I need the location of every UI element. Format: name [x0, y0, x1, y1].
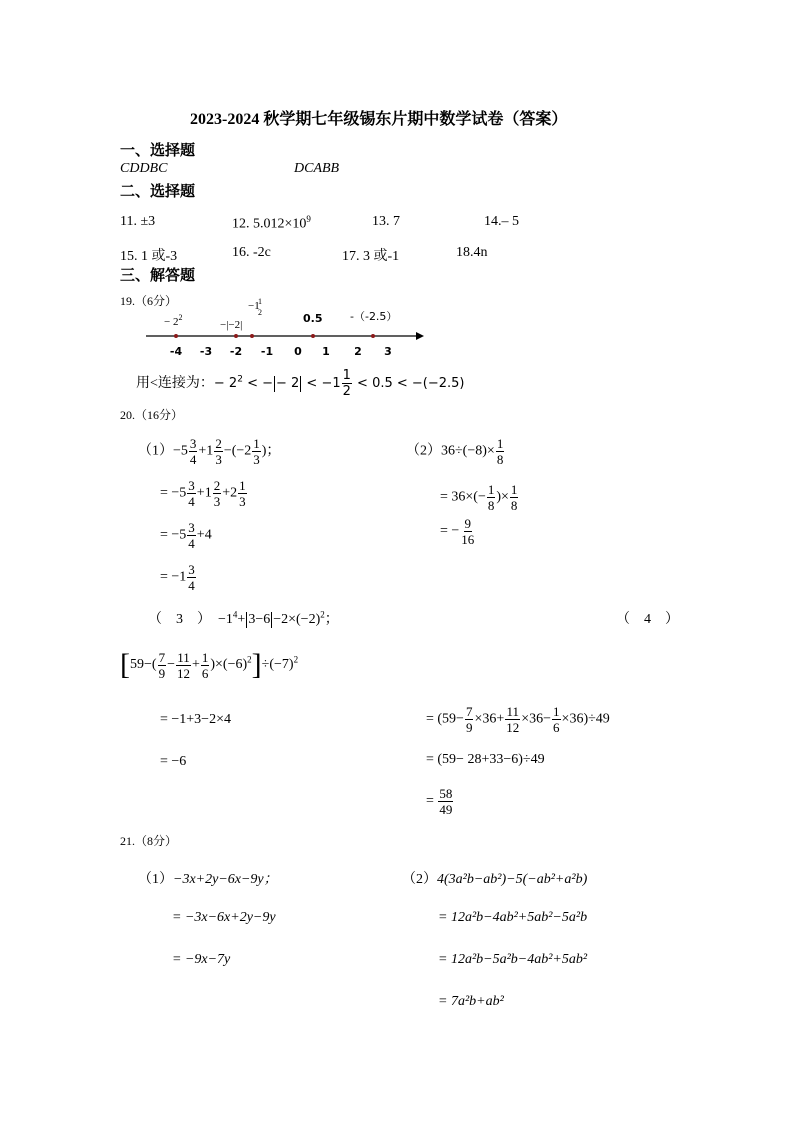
point-neg-neg — [371, 334, 375, 338]
q19-conclusion: 用<连接为：− $2^2$ < − − 2 < −1 $\frac{1}{2}$ < 0.5 < −(−2.5) — [136, 368, 465, 399]
q20-p1-line4: = −1 $\frac{3}{4}$ — [160, 562, 195, 593]
tick-label: 2 — [354, 345, 362, 358]
fill-answer-17: 17. 3 或-1 — [342, 249, 400, 264]
label-neg-neg: -（-2.5） — [350, 310, 398, 323]
q21-p2-line3: = 12a²b−5a²b−4ab²+5ab² — [438, 952, 588, 967]
number-line — [140, 292, 430, 362]
fill-answer-16: 16. -2c — [232, 245, 271, 260]
section-3-heading: 三、解答题 — [120, 268, 196, 284]
point-half — [311, 334, 315, 338]
q20-p1-line1: （1）−5 $\frac{3}{4}$ +1 $\frac{2}{3}$ −(−2 $\frac{1}{3}$ )； — [138, 436, 281, 467]
q20-p3-line3: = −6 — [160, 754, 187, 769]
q20-p2-line2: = 36×(− $\frac{1}{8}$ )× $\frac{1}{8}$ — [440, 482, 518, 513]
fill-answer-12: 12. $5.012\times 10^9$ — [232, 214, 311, 232]
q21-label: 21.（8分） — [120, 834, 178, 848]
section-2-heading: 二、选择题 — [120, 184, 196, 200]
tick-label: -4 — [169, 345, 183, 358]
q20-p2-line1: （2）36÷(−8)× $\frac{1}{8}$ — [406, 436, 504, 467]
tick-label: 3 — [384, 345, 392, 358]
fill-answer-15: 15. 1 或-3 — [120, 249, 178, 264]
q20-p1-line3: = −5 $\frac{3}{4}$ +4 — [160, 520, 212, 551]
q21-p1-line3: = −9x−7y — [172, 952, 231, 967]
q21-p2-line2: = 12a²b−4ab²+5ab²−5a²b — [438, 910, 588, 925]
svg-text:1: 1 — [258, 297, 262, 306]
point-neg-abs — [234, 334, 238, 338]
page-title: 2023-2024 秋学期七年级锡东片期中数学试卷（答案） — [190, 111, 568, 128]
q20-p1-line2: = −5 $\frac{3}{4}$ +1 $\frac{2}{3}$ +2 $\frac{1}{3}$ — [160, 478, 246, 509]
fill-answer-13: 13. 7 — [372, 214, 400, 229]
fill-answer-11: 11. ±3 — [120, 214, 156, 229]
label-half: 0.5 — [303, 312, 323, 325]
q20-p4-line4: = $\frac{58}{49}$ — [426, 786, 453, 817]
tick-label: 1 — [322, 345, 330, 358]
tick-label: -2 — [229, 345, 243, 358]
q20-p3-line2: = −1+3−2×4 — [160, 712, 231, 727]
svg-text:2: 2 — [258, 308, 262, 317]
q21-p1-line2: = −3x−6x+2y−9y — [172, 910, 276, 925]
q20-p2-line3: = − $\frac{9}{16}$ — [440, 516, 475, 547]
choice-answers-1-5: CDDBC — [120, 161, 168, 176]
q21-p2-line4: = 7a²b+ab² — [438, 994, 504, 1009]
tick-label: -1 — [260, 345, 274, 358]
fill-answer-18: 18.4n — [456, 245, 488, 260]
q21-p2-line1: （2）4(3a²b−ab²)−5(−ab²+a²b) — [402, 872, 588, 887]
label-mixed: −1 — [248, 300, 260, 312]
q20-p3-expr: （ 3 ） $-1^4+ 3-6 -2\times(-2)^2$； — [148, 609, 339, 627]
tick-label: -3 — [199, 345, 213, 358]
q19-label: 19.（6分） — [120, 294, 178, 308]
label-neg-abs: −|−2| — [220, 319, 243, 331]
q20-p4-line3: = (59− 28+33−6)÷49 — [426, 752, 545, 767]
q20-p4-expr: [59−( $\frac{7}{9}$ − $\frac{11}{12}$ + $\frac{1}{6}$ )$\times(-6)^2]\div(-7)^2$ — [120, 648, 299, 681]
section-1-heading: 一、选择题 — [120, 143, 196, 159]
point-neg-square — [174, 334, 178, 338]
label-neg-square: − $2^2$ — [164, 313, 183, 328]
choice-answers-6-10: DCABB — [294, 161, 340, 176]
q20-p4-line2: = (59− $\frac{7}{9}$ ×36+ $\frac{11}{12}$ ×36− $\frac{1}{6}$ ×36)÷49 — [426, 704, 610, 735]
q20-p4-label: （ 4 ） — [616, 612, 679, 627]
point-neg-mixed — [250, 334, 254, 338]
tick-label: 0 — [294, 345, 302, 358]
q20-label: 20.（16分） — [120, 408, 184, 422]
q21-p1-line1: （1）−3x+2y−6x−9y； — [138, 872, 278, 887]
fill-answer-14: 14.– 5 — [484, 214, 519, 229]
